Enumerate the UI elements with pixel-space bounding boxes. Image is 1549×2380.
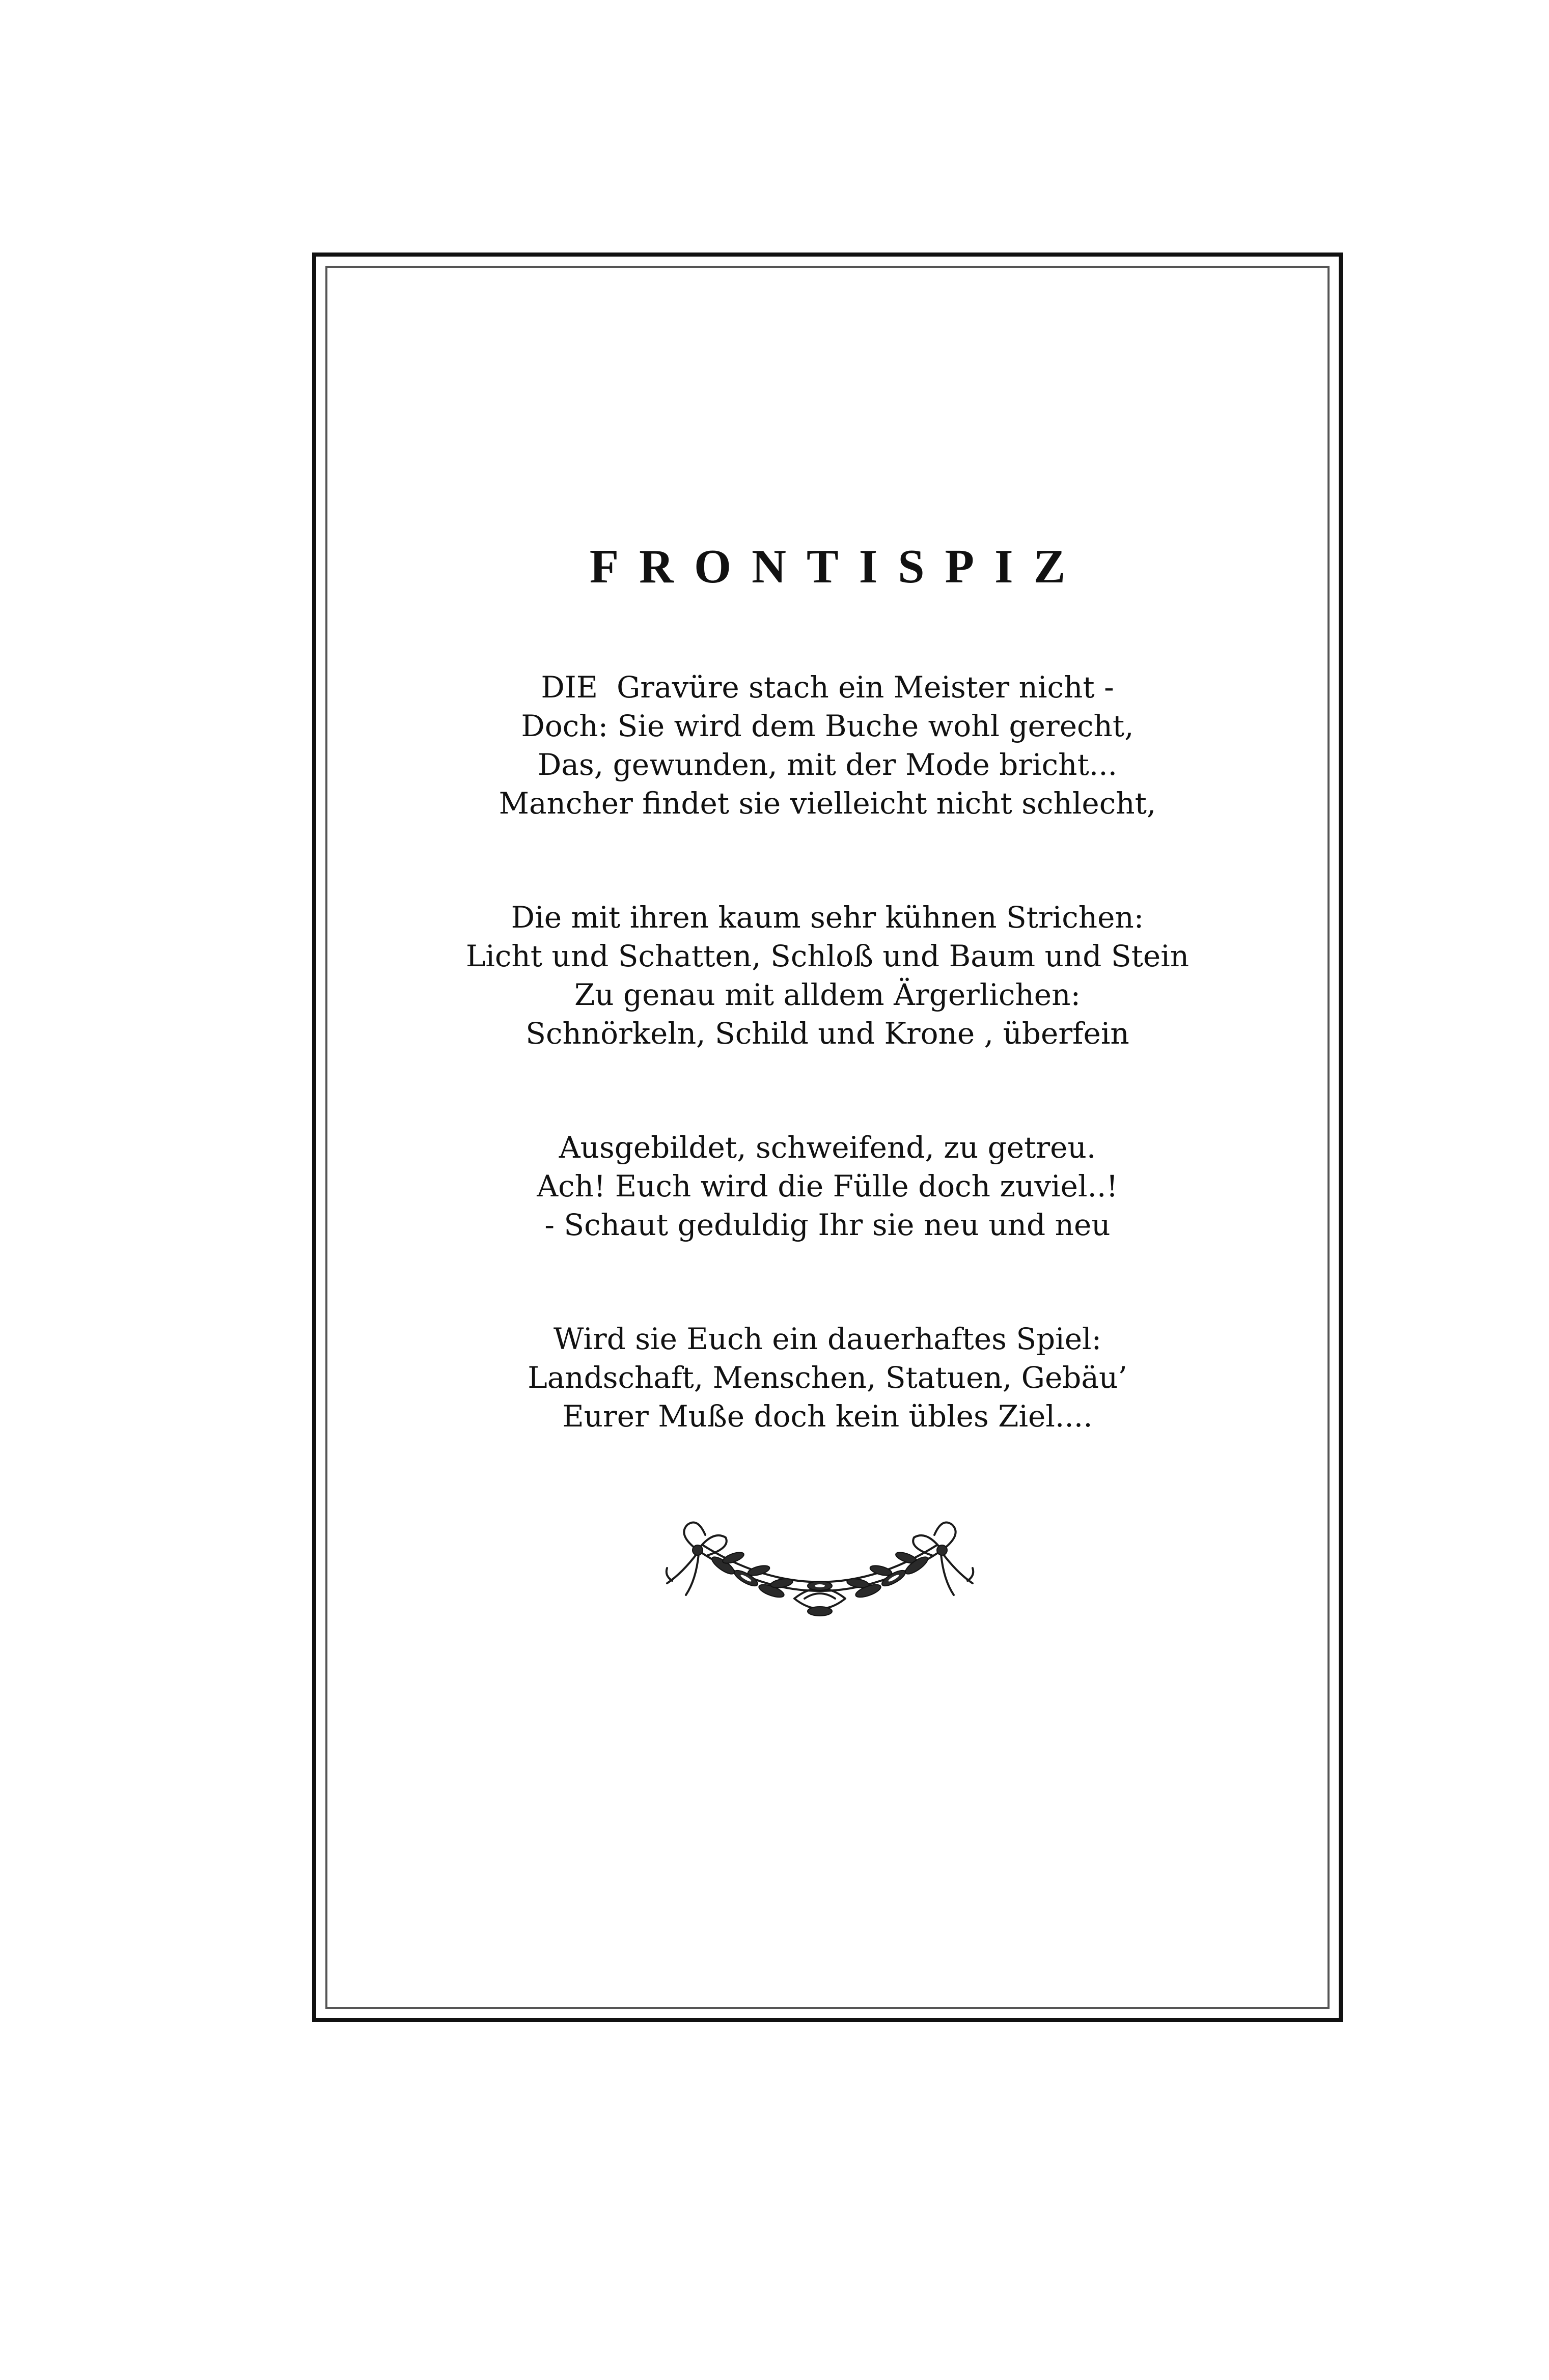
poem-line: Ach! Euch wird die Fülle doch zuviel..! — [537, 1169, 1118, 1203]
poem-line: Doch: Sie wird dem Buche wohl gerecht, — [521, 709, 1134, 743]
poem-line: Landschaft, Menschen, Statuen, Gebäu’ — [528, 1360, 1127, 1395]
page-title: FRONTISPIZ — [589, 540, 1086, 593]
poem-line: Mancher findet sie vielleicht nicht schlecht, — [499, 786, 1156, 821]
poem-line: DIE Gravüre stach ein Meister nicht - — [541, 670, 1114, 705]
poem-line: Die mit ihren kaum sehr kühnen Strichen: — [511, 900, 1144, 935]
stanza-4 — [312, 1320, 1343, 1436]
stanza-2 — [312, 898, 1343, 1053]
stanza-3 — [312, 1128, 1343, 1244]
poem-line: Eurer Muße doch kein übles Ziel.... — [562, 1399, 1093, 1434]
poem-line: Wird sie Euch ein dauerhaftes Spiel: — [553, 1322, 1102, 1356]
laurel-garland-icon — [642, 1515, 998, 1642]
poem-line: Zu genau mit alldem Ärgerlichen: — [574, 977, 1081, 1012]
poem-line: Licht und Schatten, Schloß und Baum und Stein — [465, 939, 1190, 973]
stanza-1 — [312, 668, 1343, 823]
poem — [312, 668, 1343, 1436]
poem-line: Schnörkeln, Schild und Krone , überfein — [525, 1016, 1129, 1051]
poem-line: Das, gewunden, mit der Mode bricht... — [537, 747, 1118, 782]
poem-line: - Schaut geduldig Ihr sie neu und neu — [544, 1208, 1111, 1242]
poem-line: Ausgebildet, schweifend, zu getreu. — [559, 1130, 1096, 1165]
